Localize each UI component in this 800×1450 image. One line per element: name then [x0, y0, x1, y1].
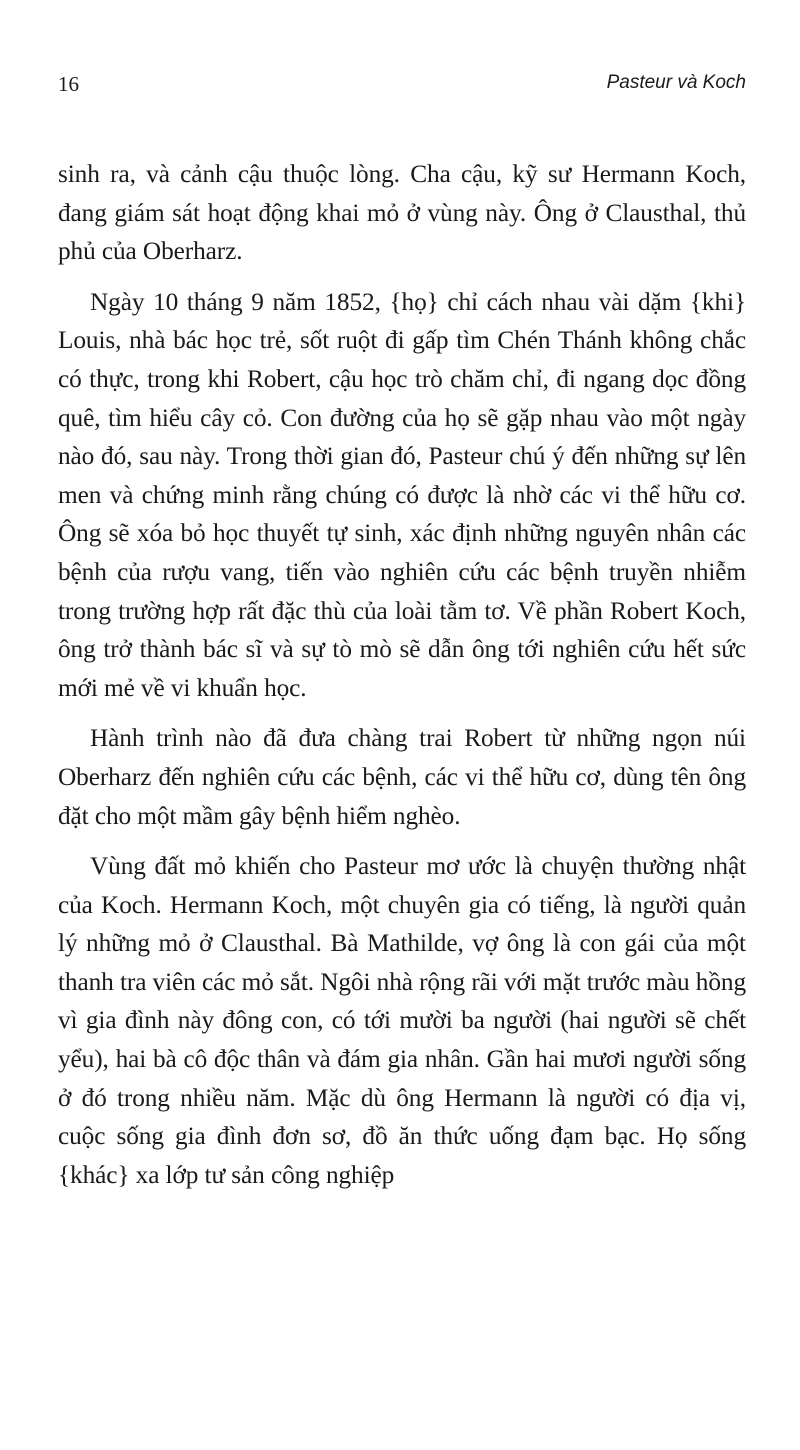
paragraph: Ngày 10 tháng 9 năm 1852, {họ} chỉ cách nhau vài dặm {khi} Louis, nhà bác học trẻ, sốt ruột đi gấp tìm Chén Thánh không chắc có thực, trong khi Robert, cậu học trò chăm chỉ, đi ngang dọc đồng quê, tìm hiểu cây cỏ. Con đường của họ sẽ gặp nhau vào một ngày nào đó, sau này. Trong thời gian đó, Pasteur chú ý đến những sự lên men và chứng minh rằng chúng có được là nhờ các vi thể hữu cơ. Ông sẽ xóa bỏ học thuyết tự sinh, xác định những nguyên nhân các bệnh của rượu vang, tiến vào nghiên cứu các bệnh truyền nhiễm trong trường hợp rất đặc thù của loài tằm tơ. Về phần Robert Koch, ông trở thành bác sĩ và sự tò mò sẽ dẫn ông tới nghiên cứu hết sức mới mẻ về vi khuẩn học.	[58, 287, 746, 702]
page-number: 16	[58, 72, 79, 96]
paragraph: Hành trình nào đã đưa chàng trai Robert từ những ngọn núi Oberharz đến nghiên cứu các bệnh, các vi thể hữu cơ, dùng tên ông đặt cho một mầm gây bệnh hiểm nghèo.	[58, 724, 746, 830]
paragraph-continued: sinh ra, và cảnh cậu thuộc lòng. Cha cậu, kỹ sư Hermann Koch, đang giám sát hoạt động khai mỏ ở vùng này. Ông ở Clausthal, thủ phủ của Oberharz.	[58, 160, 746, 266]
body-text	[58, 155, 746, 1206]
running-title: Pasteur và Koch	[606, 72, 746, 93]
paragraph: Vùng đất mỏ khiến cho Pasteur mơ ước là chuyện thường nhật của Koch. Hermann Koch, một chuyên gia có tiếng, là người quản lý những mỏ ở Clausthal. Bà Mathilde, vợ ông là con gái của một thanh tra viên các mỏ sắt. Ngôi nhà rộng rãi với mặt trước màu hồng vì gia đình này đông con, có tới mười ba người (hai người sẽ chết yểu), hai bà cô độc thân và đám gia nhân. Gần hai mươi người sống ở đó trong nhiều năm. Mặc dù ông Hermann là người có địa vị, cuộc sống gia đình đơn sơ, đồ ăn thức uống đạm bạc. Họ sống {khác} xa lớp tư sản công nghiệp	[58, 852, 746, 1189]
running-header	[58, 72, 746, 102]
